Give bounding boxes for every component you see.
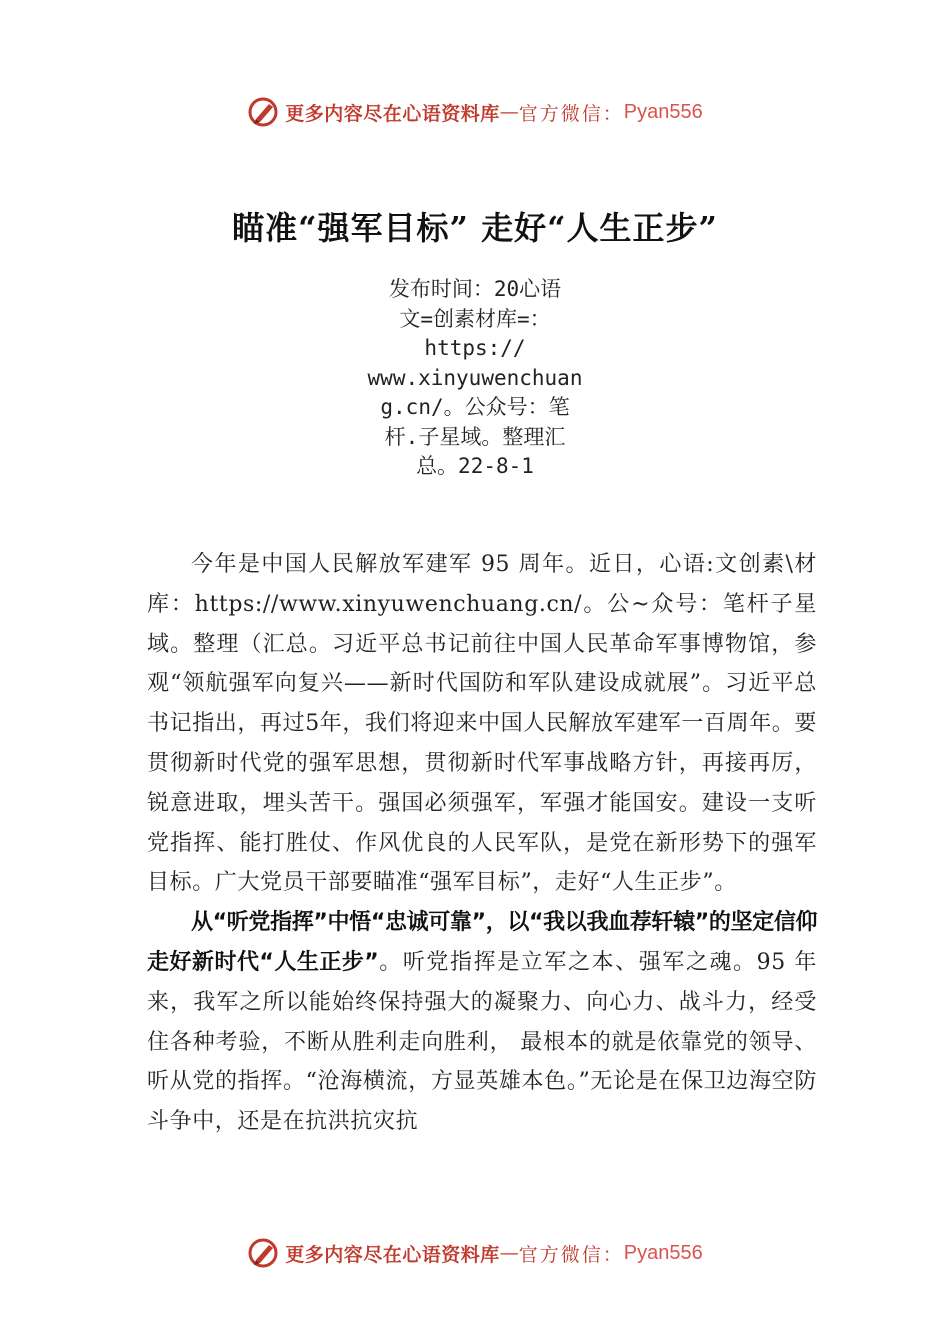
publish-info-line: 发布时间：20心语: [388, 277, 562, 301]
banner-wechat-label: 官方微信：: [518, 102, 624, 125]
header-banner: [0, 92, 950, 132]
section-lead-heading: 从“听党指挥”中悟“忠诚可靠”，以“我以我血荐轩辕”的坚定信仰走好新时代“人生正步”: [147, 910, 817, 975]
pen-logo-icon: [247, 95, 281, 129]
publish-info-line: 文=创素材库=：: [399, 306, 551, 331]
publish-info-line: 杆.子星域。整理汇: [384, 424, 566, 449]
publish-info-line: www.xinyuwenchuan: [367, 365, 583, 390]
article-body: [147, 545, 817, 1142]
banner-wechat-id: Pyan556: [623, 100, 703, 123]
banner-wechat-label: 官方微信：: [518, 1243, 624, 1266]
banner-separator: —: [499, 101, 519, 123]
section-body-text: 。听党指挥是立军之本、强军之魂。95 年来，我军之所以能始终保持强大的凝聚力、向心力、战斗力，经受住各种考验，不断从胜利走向胜利， 最根本的就是依靠党的领导、听从党的指挥。“沧海横流，方显英雄本色。”无论是在保卫边海空防斗争中，还是在抗洪抗灾抗: [147, 949, 817, 1135]
banner-text: 更多内容尽在心语资料库: [285, 102, 500, 125]
paragraph-section-1: [147, 903, 817, 1142]
publish-info-line: g.cn/。公众号：笔: [380, 395, 570, 419]
banner-text: 更多内容尽在心语资料库: [285, 1243, 500, 1266]
footer-banner: [0, 1233, 950, 1273]
pen-logo-icon: [247, 1236, 281, 1270]
banner-wechat-id: Pyan556: [623, 1241, 703, 1264]
banner-separator: —: [499, 1242, 519, 1264]
document-title: 瞄准“强军目标” 走好“人生正步”: [232, 209, 718, 247]
publish-info-line: 总。22-8-1: [416, 454, 534, 478]
publish-info: [355, 275, 595, 482]
paragraph-intro: 今年是中国人民解放军建军 95 周年。近日，心语:文创素\材库：https://www.xinyuwenchuang.cn/。公~众号：笔杆子星域。整理（汇总。习近平总书记前往中国人民革命军事博物馆，参观“领航强军向复兴——新时代国防和军队建设成就展”。习近平总书记指出，再过5年，我们将迎来中国人民解放军建军一百周年。要贯彻新时代党的强军思想，贯彻新时代军事战略方针，再接再厉， 锐意进取，埋头苦干。强国必须强军，军强才能国安。建设一支听党指挥、能打胜仗、作风优良的人民军队，是党在新形势下的强军目标。广大党员干部要瞄准“强军目标”，走好“人生正步”。: [147, 552, 817, 896]
publish-info-line: https://: [424, 336, 526, 360]
